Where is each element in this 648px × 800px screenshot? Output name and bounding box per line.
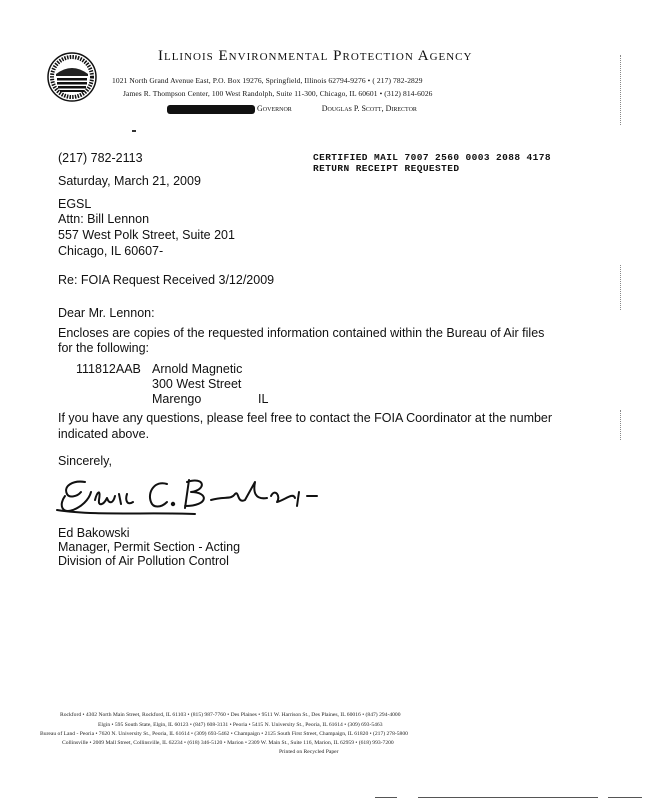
agency-address-chicago: James R. Thompson Center, 100 West Randolph, Suite 11-300, Chicago, IL 60601 • (312) 814-6026: [123, 89, 433, 98]
certified-mail-number: CERTIFIED MAIL 7007 2560 0003 2088 4178: [313, 152, 551, 163]
scan-edge-mark: [620, 410, 622, 440]
closing: Sincerely,: [58, 454, 112, 468]
redaction-mark: [167, 105, 255, 114]
paragraph-2-line-2: indicated above.: [58, 427, 150, 441]
recipient-org: EGSL: [58, 197, 92, 211]
facility-street: 300 West Street: [152, 377, 242, 391]
facility-state: IL: [258, 392, 269, 406]
governor-director-row: [167, 104, 417, 114]
facility-name: Arnold Magnetic: [152, 362, 243, 376]
scan-bottom-line: [375, 797, 397, 798]
agency-name: Illinois Environmental Protection Agency: [158, 48, 473, 64]
scan-bottom-line: [608, 797, 642, 798]
recipient-street: 557 West Polk Street, Suite 201: [58, 228, 235, 242]
agency-address-springfield: 1021 North Grand Avenue East, P.O. Box 19276, Springfield, Illinois 62794-9276 • ( 217) 782-2829: [112, 76, 423, 85]
facility-city: Marengo: [152, 392, 202, 406]
letter-date: Saturday, March 21, 2009: [58, 174, 201, 188]
salutation: Dear Mr. Lennon:: [58, 306, 155, 320]
director-name: Douglas P. Scott, Director: [321, 104, 417, 113]
return-receipt-notice: RETURN RECEIPT REQUESTED: [313, 163, 460, 174]
phone-number: (217) 782-2113: [58, 151, 143, 165]
signature-image: [55, 470, 325, 520]
signer-title: Manager, Permit Section - Acting: [58, 540, 241, 554]
footer-line-3: Bureau of Land - Peoria • 7620 N. University St., Peoria, IL 61614 • (309) 693-5462 • Champaign • 2125 South First Street, Champaign, IL 61820 • (217) 278-5800: [40, 731, 408, 737]
recipient-attn: Attn: Bill Lennon: [58, 212, 150, 226]
recipient-city: Chicago, IL 60607-: [58, 244, 164, 258]
signer-name: Ed Bakowski: [58, 526, 130, 540]
paragraph-1-line-2: for the following:: [58, 341, 150, 355]
signature-text: Edwin C. Bakowski: [55, 470, 64, 471]
scan-bottom-line: [418, 797, 598, 798]
footer-line-5: Printed on Recycled Paper: [279, 749, 339, 755]
agency-seal-icon: [47, 52, 97, 102]
footer-line-1: Rockford • 4302 North Main Street, Rockford, IL 61103 • (815) 987-7760 • Des Plaines • 9511 W. Harrison St., Des Plaines, IL 60016 • (847) 294-4000: [60, 712, 401, 718]
scan-edge-mark: [620, 265, 622, 310]
signer-division: Division of Air Pollution Control: [58, 554, 229, 568]
scan-edge-mark: [620, 55, 622, 125]
subject-line: Re: FOIA Request Received 3/12/2009: [58, 273, 275, 287]
footer-line-4: Collinsville • 2009 Mall Street, Collinsville, IL 62234 • (618) 346-5120 • Marion • 2309 W. Main St., Suite 116, Marion, IL 62959 • (618) 993-7200: [62, 740, 394, 746]
paragraph-1-line-1: Encloses are copies of the requested information contained within the Bureau of Air files: [58, 326, 545, 340]
footer-line-2: Elgin • 595 South State, Elgin, IL 60123 • (847) 608-3131 • Peoria • 5415 N. University St., Peoria, IL 61614 • (309) 693-5463: [98, 722, 383, 728]
facility-id: 111812AAB: [76, 362, 141, 376]
governor-label: Governor: [257, 104, 292, 113]
fold-mark: [132, 130, 136, 132]
paragraph-2-line-1: If you have any questions, please feel free to contact the FOIA Coordinator at the number: [58, 411, 553, 425]
